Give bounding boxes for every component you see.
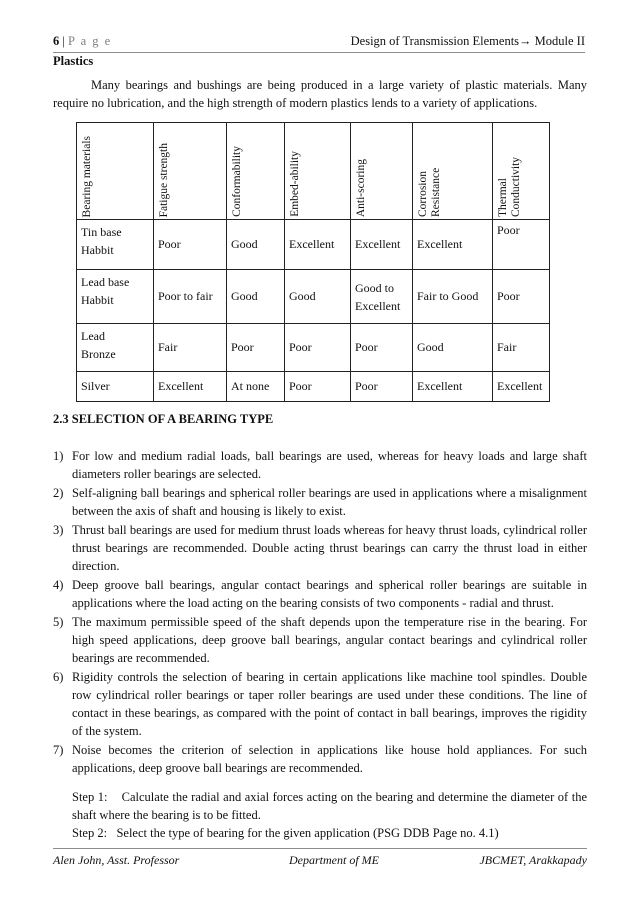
material-cell: Tin base Habbit xyxy=(77,220,154,270)
list-item: 1) For low and medium radial loads, ball bearings are used, whereas for heavy loads and large shaft diameters roller bearings are selected. xyxy=(53,449,587,481)
table-cell: Poor xyxy=(351,372,413,402)
table-cell: Good xyxy=(227,220,285,270)
table-cell: Good xyxy=(413,324,493,372)
page-number: 6 | P a g e xyxy=(53,34,112,48)
table-cell: Good to Excellent xyxy=(351,270,413,324)
step-1: Step 1: Calculate the radial and axial forces acting on the bearing and determine the diameter of the shaft where the bearing is to be fitted. xyxy=(72,790,587,822)
section-heading: 2.3 SELECTION OF A BEARING TYPE xyxy=(53,412,274,426)
col-header: Bearing materials xyxy=(77,123,154,220)
table-row xyxy=(77,324,550,372)
table-cell: Fair to Good xyxy=(413,270,493,324)
col-header: Corrosion Resistance xyxy=(413,123,493,220)
step-2: Step 2: Select the type of bearing for the given application (PSG DDB Page no. 4.1) xyxy=(72,826,499,840)
col-header: Fatigue strength xyxy=(154,123,227,220)
col-header: Anti-scoring xyxy=(351,123,413,220)
table-cell: Excellent xyxy=(154,372,227,402)
footer-department: Department of ME xyxy=(289,853,379,867)
table-cell: Poor xyxy=(493,270,550,324)
selection-list xyxy=(53,447,587,778)
table-cell: Good xyxy=(285,270,351,324)
table-cell: Excellent xyxy=(413,220,493,270)
col-header: Conformability xyxy=(227,123,285,220)
list-item: 3) Thrust ball bearings are used for medium thrust loads whereas for heavy thrust loads, cylindrical roller thrust bearings are recommended. Double acting thrust bearings can carry the thrust load in either direction. xyxy=(53,523,587,573)
list-item: 5) The maximum permissible speed of the shaft depends upon the temperature rise in the bearing. For high speed applications, deep groove ball bearings, angular contact bearings and cylindrical roller bearings are recommended. xyxy=(53,615,587,665)
list-item: 6) Rigidity controls the selection of bearing in certain applications like machine tool spindles. Double row cylindrical roller bearings or taper roller bearings are used under these conditions. The line of contact in these bearings, as compared with the point of contact in ball bearings, improves the rigidity of the system. xyxy=(53,670,587,738)
material-cell: Lead Bronze xyxy=(77,324,154,372)
col-header: Thermal Conductivity xyxy=(493,123,550,220)
bearing-materials-table xyxy=(76,122,550,402)
table-row xyxy=(77,270,550,324)
table-cell: Good xyxy=(227,270,285,324)
table-cell: Poor xyxy=(285,372,351,402)
table-cell: Poor xyxy=(493,220,550,270)
plastics-paragraph: Many bearings and bushings are being produced in a large variety of plastic materials. Many require no lubrication, and the high strength of modern plastics lends to a variety of applications. xyxy=(53,78,587,110)
plastics-heading: Plastics xyxy=(53,54,94,68)
table-row xyxy=(77,220,550,270)
list-item: 7) Noise becomes the criterion of selection in applications like house hold appliances. For such applications, deep groove ball bearings are recommended. xyxy=(53,743,587,775)
table-cell: Poor to fair xyxy=(154,270,227,324)
table-cell: Excellent xyxy=(351,220,413,270)
table-cell: Excellent xyxy=(413,372,493,402)
page-header xyxy=(53,30,585,53)
list-item: 4) Deep groove ball bearings, angular contact bearings and spherical roller bearings are suitable in applications where the load acting on the bearing consists of two components - radial and thrust. xyxy=(53,578,587,610)
document-title: Design of Transmission Elements→ Module II xyxy=(350,34,585,48)
table-cell: Excellent xyxy=(493,372,550,402)
material-cell: Silver xyxy=(77,372,154,402)
table-cell: Fair xyxy=(154,324,227,372)
table-cell: Poor xyxy=(285,324,351,372)
page-footer xyxy=(53,848,587,867)
table-cell: Excellent xyxy=(285,220,351,270)
table-cell: Poor xyxy=(351,324,413,372)
table-cell: Fair xyxy=(493,324,550,372)
table-row xyxy=(77,372,550,402)
table-header-row xyxy=(77,123,550,220)
table-cell: Poor xyxy=(227,324,285,372)
footer-author: Alen John, Asst. Professor xyxy=(53,853,180,867)
col-header: Embed-ability xyxy=(285,123,351,220)
footer-college: JBCMET, Arakkapady xyxy=(479,853,587,867)
table-cell: Poor xyxy=(154,220,227,270)
steps-block xyxy=(72,788,587,842)
list-item: 2) Self-aligning ball bearings and spherical roller bearings are used in applications where a misalignment between the axis of shaft and housing is likely to exist. xyxy=(53,486,587,518)
material-cell: Lead base Habbit xyxy=(77,270,154,324)
table-cell: At none xyxy=(227,372,285,402)
